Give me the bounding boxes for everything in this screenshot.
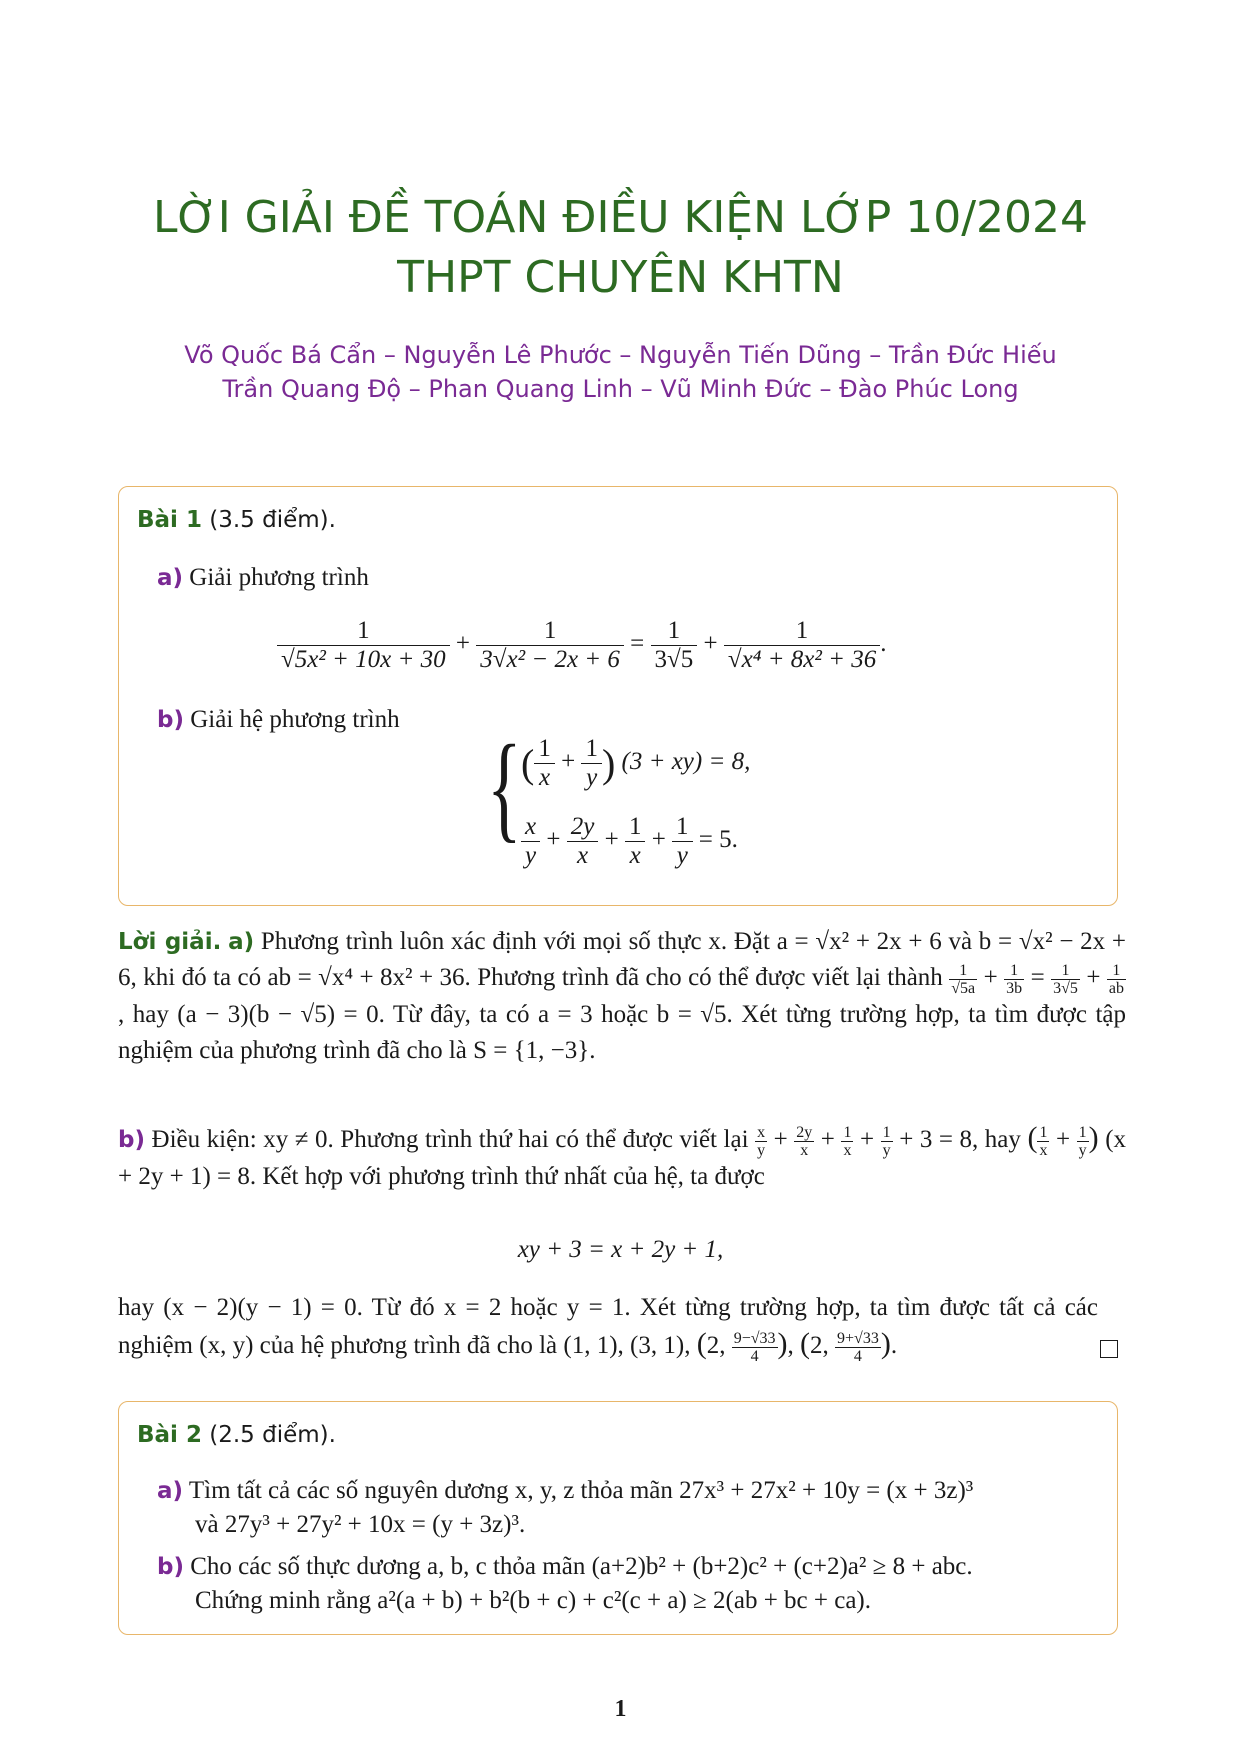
solution-b-text-1: Điều kiện: xy ≠ 0. Phương trình thứ hai có thể được viết lại xyxy=(151,1126,749,1153)
sol2-den: 4 xyxy=(835,1347,881,1365)
problem-2b-line-1: Cho các số thực dương a, b, c thỏa mãn (a+2)b² + (b+2)c² + (c+2)a² ≥ 8 + abc. xyxy=(190,1553,973,1580)
eq-equals: = xyxy=(630,630,645,658)
solution-label: Lời giải. xyxy=(118,929,222,955)
solution-a-label: a) xyxy=(228,929,255,955)
equation-1a xyxy=(277,617,886,674)
eq-num-2: 1 xyxy=(543,617,557,644)
solution-a-text-2: , hay (a − 3)(b − √5) = 0. Từ đây, ta có a = 3 hoặc b = √5. Xét từng trường hợp, ta tìm được tập nghiệm của phương trình đã cho là S = {1, −3}. xyxy=(118,1000,1126,1064)
sol1-num: 9−√33 xyxy=(733,1329,776,1347)
problem-1-label: Bài 1 xyxy=(137,507,202,533)
problem-2a-line-2: và 27y³ + 27y² + 10x = (y + 3z)³. xyxy=(195,1511,526,1538)
solution-b-conclusion: hay (x − 2)(y − 1) = 0. Từ đó x = 2 hoặc y = 1. Xét từng trường hợp, ta tìm được tất cả các nghiệm (x, y) của hệ phương trình đã cho là (1, 1), (3, 1), (2, $\frac{9-√33}{4}$ ), (2, $\frac{9+√33}{4}$ ). xyxy=(118,1294,1098,1365)
problem-2-box xyxy=(118,1401,1118,1635)
eq-num-3: 1 xyxy=(667,617,681,644)
system-brace: { xyxy=(487,720,522,853)
solution-b: b) Điều kiện: xy ≠ 0. Phương trình thứ hai có thể được viết lại $\frac{x}{y}$ + $\frac{2y}{x}$ + $\frac{1}{x}$ + $\frac{1}{y}$ + 3 = 8, hay ( $\frac{1}{x}$ + $\frac{1}{y}$ ) (x + 2y + 1) = 8. Kết hợp với phương trình thứ nhất của hệ, ta được xyxy=(118,1121,1127,1190)
sol1-den: 4 xyxy=(732,1347,778,1365)
solution-a-text-1: Phương trình luôn xác định với mọi số thực x. Đặt a = √x² + 2x + 6 và b = √x² − 2x + 6, khi đó ta có ab = √x⁴ + 8x² + 36. Phương trình đã cho có thể được viết lại thành xyxy=(118,928,1127,991)
authors xyxy=(0,338,1241,406)
problem-1a-text: Giải phương trình xyxy=(189,564,369,591)
problem-2a-label: a) xyxy=(157,1478,184,1504)
problem-1-box xyxy=(118,486,1118,906)
eq-num-1: 1 xyxy=(357,617,370,644)
eq-den-1: √5x² + 10x + 30 xyxy=(277,645,450,674)
problem-1-heading xyxy=(137,507,336,533)
system-row-2-rest: = 5. xyxy=(698,826,738,854)
solution-b-text-3: (x + 2y + 1) = 8. Kết hợp với phương trình thứ nhất của hệ, ta được xyxy=(118,1126,1127,1190)
problem-1a-label: a) xyxy=(157,565,184,591)
problem-2a xyxy=(157,1474,1087,1542)
problem-1b-label: b) xyxy=(157,707,184,733)
problem-2b xyxy=(157,1550,1097,1618)
system-row-2: $\frac{x}{y}$ + $\frac{2y}{x}$ + $\frac{1}{x}$ + $\frac{1}{y}$ = 5. xyxy=(521,813,738,870)
eq-num-4: 1 xyxy=(795,617,809,644)
solution-b-text-2: + 3 = 8, hay xyxy=(899,1126,1021,1153)
qed-square xyxy=(1100,1340,1118,1358)
title-line-2: THPT CHUYÊN KHTN xyxy=(397,252,844,303)
authors-line-2: Trần Quang Độ – Phan Quang Linh – Vũ Minh Đức – Đào Phúc Long xyxy=(222,375,1019,403)
problem-1b xyxy=(157,703,400,737)
problem-2b-label: b) xyxy=(157,1554,184,1580)
problem-2-points: (2.5 điểm). xyxy=(209,1422,336,1448)
eq-plus-2: + xyxy=(703,630,718,658)
problem-1-points: (3.5 điểm). xyxy=(209,507,336,533)
page-number: 1 xyxy=(614,1696,627,1722)
eq-period: . xyxy=(880,630,887,658)
solution-b-display xyxy=(0,1236,1241,1264)
solution-b-label: b) xyxy=(118,1127,145,1153)
problem-2-label: Bài 2 xyxy=(137,1422,202,1448)
problem-2a-line-1: Tìm tất cả các số nguyên dương x, y, z thỏa mãn 27x³ + 27x² + 10y = (x + 3z)³ xyxy=(188,1477,974,1504)
eq-den-4: √x⁴ + 8x² + 36 xyxy=(724,645,880,674)
page-title xyxy=(0,188,1241,308)
problem-1a xyxy=(157,561,369,595)
solution-a: Lời giải. a) Phương trình luôn xác định với mọi số thực x. Đặt a = √x² + 2x + 6 và b = √x² − 2x + 6, khi đó ta có ab = √x⁴ + 8x² + 36. Phương trình đã cho có thể được viết lại thành $\frac{1}{√5a}$ + $\frac{1}{3b}$ = $\frac{1}{3√5}$ + $\frac{1}{ab}$ , hay (a − 3)(b − √5) = 0. Từ đây, ta có a = 3 hoặc b = √5. Xét từng trường hợp, ta tìm được tập nghiệm của phương trình đã cho là S = {1, −3}. xyxy=(118,928,1127,1064)
problem-2b-line-2: Chứng minh rằng a²(a + b) + b²(b + c) + c²(c + a) ≥ 2(ab + bc + ca). xyxy=(195,1587,872,1614)
problem-2-heading xyxy=(137,1422,336,1448)
sol2-num: 9+√33 xyxy=(837,1329,879,1347)
title-line-1: LỜI GIẢI ĐỀ TOÁN ĐIỀU KIỆN LỚP 10/2024 xyxy=(153,192,1088,243)
solution-b-text-4: hay (x − 2)(y − 1) = 0. Từ đó x = 2 hoặc y = 1. Xét từng trường hợp, ta tìm được tất cả các nghiệm (x, y) của hệ phương trình đã cho là (1, 1), (3, 1), xyxy=(118,1294,1098,1359)
system-row-1-rest: (3 + xy) = 8, xyxy=(621,748,751,776)
eq-plus-1: + xyxy=(455,630,471,658)
eq-den-2: 3√x² − 2x + 6 xyxy=(476,645,624,674)
eq-den-3: 3√5 xyxy=(651,645,698,674)
authors-line-1: Võ Quốc Bá Cẩn – Nguyễn Lê Phước – Nguyễn Tiến Dũng – Trần Đức Hiếu xyxy=(184,341,1057,369)
problem-1b-text: Giải hệ phương trình xyxy=(190,706,400,733)
system-row-1: ( $\frac{1}{x}$ + $\frac{1}{y}$ ) (3 + xy) = 8, xyxy=(521,735,751,791)
solution-b-display-eq: xy + 3 = x + 2y + 1, xyxy=(517,1236,724,1263)
